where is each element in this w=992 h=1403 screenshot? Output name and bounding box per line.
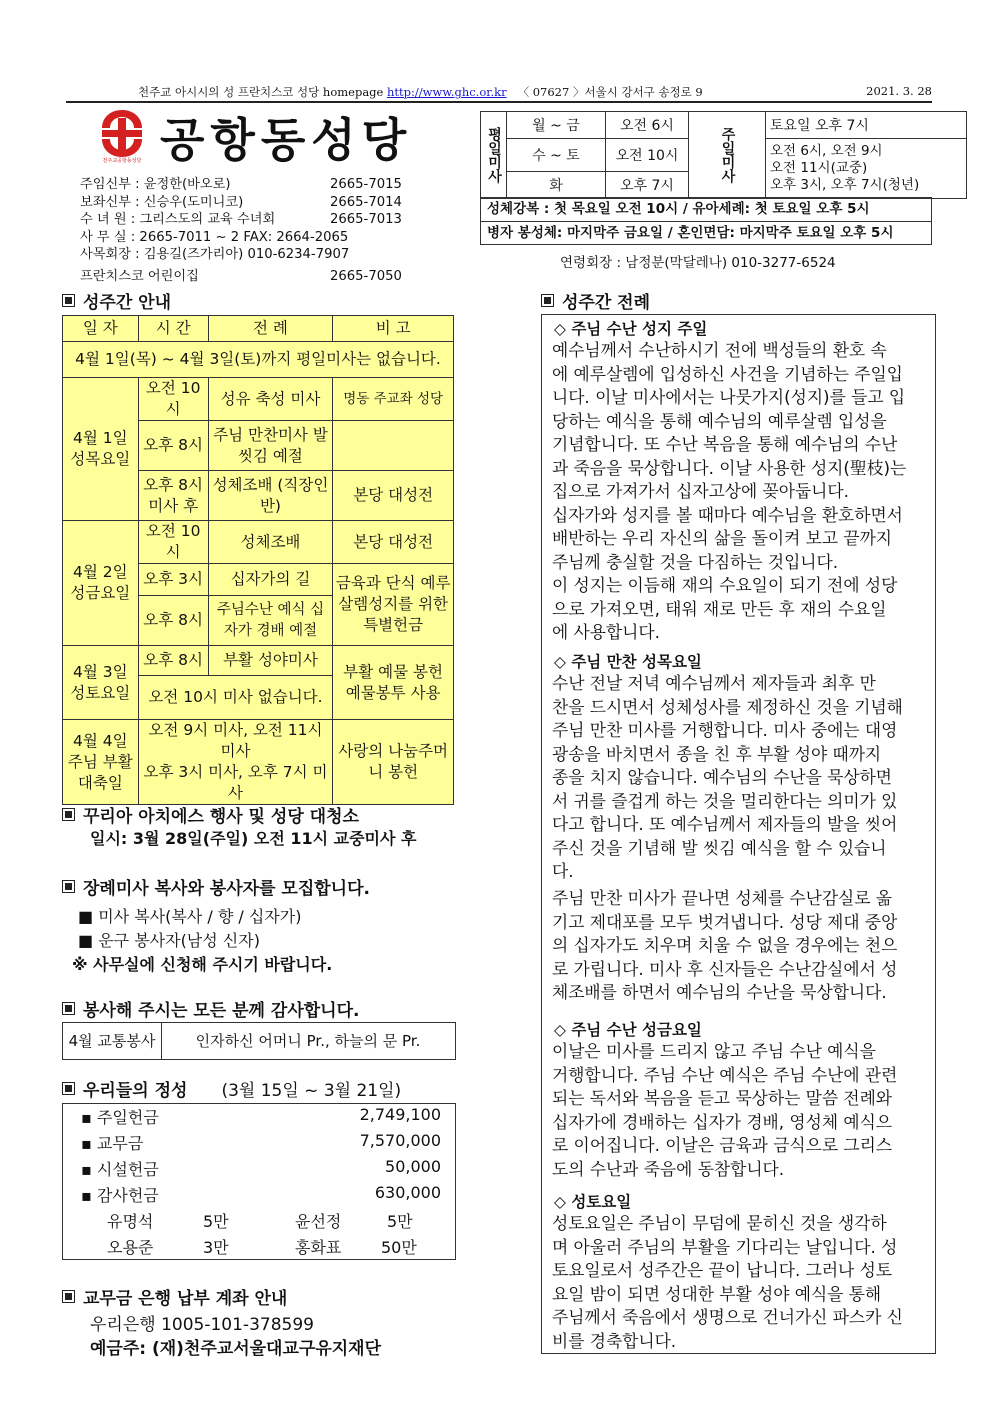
- section-text: [552, 1212, 928, 1353]
- mass-schedule-table: [480, 111, 967, 199]
- section-heading: ◇ 주님 수난 성지 주일: [554, 320, 708, 338]
- bank-account: 우리은행 1005-101-378599: [90, 1315, 314, 1335]
- donor-row: 오용준 3만 홍화표 50만: [107, 1238, 417, 1257]
- bank-holder: 예금주: (재)천주교서울대교구유지재단: [90, 1339, 382, 1359]
- volunteer-value: 인자하신 어머니 Pr., 하늘의 문 Pr.: [195, 1032, 421, 1050]
- text-line: 주님 만찬 미사를 거행합니다. 미사 중에는 대영: [552, 720, 898, 740]
- week-guide-heading: 성주간 안내: [62, 288, 171, 313]
- text-line: 십자가와 성지를 볼 때마다 예수님을 환호하면서: [552, 504, 903, 525]
- text-line: 종을 치지 않습니다. 예수님의 수난을 묵상하면: [552, 767, 893, 787]
- note-cell: 사랑의 나눔주머니 봉헌: [333, 720, 454, 805]
- bullet-square-icon: [62, 808, 75, 821]
- bullet-square-icon: [62, 1290, 75, 1303]
- mass-day: 화: [507, 172, 606, 199]
- offerings-heading: 우리들의 정성 (3월 15일 ~ 3월 21일): [62, 1076, 401, 1101]
- text-line: 되는 독서와 복음을 듣고 묵상하는 말씀 전례와: [552, 1088, 893, 1108]
- text-line: 집으로 가져가서 십자고상에 꽂아둡니다.: [552, 481, 849, 501]
- header-info: [138, 84, 703, 100]
- bullet-square-icon: [62, 294, 75, 307]
- text-line: 로 이어집니다. 이날은 금육과 금식으로 그리스: [552, 1135, 893, 1155]
- mass-time: 오후 7시: [606, 172, 689, 199]
- offerings-box: [62, 1103, 456, 1260]
- note-cell: 본당 대성전: [333, 521, 454, 564]
- column-header: 일 자: [63, 316, 139, 342]
- note-line: 병자 봉성체: 마지막주 금요일 / 혼인면담: 마지막주 토요일 오후 5시: [481, 221, 931, 245]
- text-line: 광송을 바치면서 종을 친 후 부활 성야 때까지: [552, 743, 882, 764]
- notice1-heading: 꾸리아 아치에스 행사 및 성당 대청소: [62, 802, 359, 827]
- weekday-mass-label: 평일미사: [481, 112, 507, 199]
- notice2-heading: 장례미사 복사와 봉사자를 모집합니다.: [62, 874, 370, 899]
- text-line: 거행합니다. 주님 수난 예식은 주님 수난에 관련: [552, 1064, 898, 1085]
- bullet-square-icon: [541, 294, 554, 307]
- offering-row: ▪ 교무금 7,570,000: [81, 1131, 441, 1153]
- rite-cell: 주님수난 예식 십자가 경배 예절: [208, 596, 333, 646]
- notice1-detail: 일시: 3월 28일(주일) 오전 11시 교중미사 후: [90, 829, 417, 848]
- time-cell: 오전 9시 미사, 오전 11시 미사 오후 3시 미사, 오후 7시 미사: [138, 720, 333, 805]
- address: 〈 07627 〉서울시 강서구 송정로 9: [517, 85, 703, 99]
- day-cell: 4월 3일 성토요일: [63, 646, 139, 720]
- contact-row: 사 무 실 : 2665-7011 ~ 2 FAX: 2664-2065: [80, 229, 349, 245]
- column-header: 비 고: [333, 316, 454, 342]
- time-cell: 오후 8시 미사 후: [138, 471, 208, 521]
- text-line: 주님 만찬 미사가 끝나면 성체를 수난감실로 옮: [552, 888, 893, 908]
- text-line: 찬을 드시면서 성체성사를 제정하신 것을 기념해: [552, 696, 903, 717]
- text-line: 토요일로서 성주간은 끝이 납니다. 그러나 성토: [552, 1260, 893, 1280]
- logo-caption: 천주교공항동성당: [102, 158, 142, 163]
- time-cell: 오후 3시: [138, 564, 208, 596]
- offering-row: ▪ 시설헌금 50,000: [81, 1157, 441, 1179]
- note-cell: 본당 대성전: [333, 471, 454, 521]
- rite-cell: 성유 축성 미사: [208, 378, 333, 421]
- association-contact: 연령회장 : 남정분(막달레나) 010-3277-6524: [560, 255, 836, 271]
- text-line: 당하는 예식을 통해 예수님의 예루살렘 입성을: [552, 410, 887, 431]
- text-line: 다.: [552, 861, 574, 881]
- note-line: 성체강복 : 첫 목요일 오전 10시 / 유아세례: 첫 토요일 오후 5시: [487, 201, 870, 217]
- time-cell: 오후 8시: [138, 646, 208, 676]
- contact-row: 프란치스코 어린이집 2665-7050: [80, 268, 402, 284]
- offering-row: ▪ 감사헌금 630,000: [81, 1183, 441, 1205]
- contact-list: [80, 176, 410, 286]
- text-line: 과 죽음을 묵상합니다. 이날 사용한 성지(聖枝)는: [552, 457, 907, 478]
- church-logo-icon: [98, 108, 146, 163]
- contact-row: 보좌신부 : 신승우(도미니코) 2665-7014: [80, 194, 402, 210]
- time-cell: 오후 8시: [138, 596, 208, 646]
- time-cell: 오후 8시: [138, 421, 208, 471]
- notice-cell: 오전 10시 미사 없습니다.: [138, 676, 333, 720]
- mass-time: 오전 6시: [606, 112, 689, 139]
- day-cell: 4월 4일 주님 부활 대축일: [63, 720, 139, 805]
- sunday-mass-time: 토요일 오후 7시: [766, 112, 967, 139]
- text-line: 다고 합니다. 또 예수님께서 제자들의 발을 씻어: [552, 814, 898, 834]
- contact-row: 주임신부 : 윤정한(바오로) 2665-7015: [80, 177, 402, 192]
- text-line: 의 십자가도 치우며 치울 수 없을 경우에는 천으: [552, 935, 898, 955]
- offering-row: ▪ 주일헌금 2,749,100: [81, 1105, 441, 1127]
- text-line: 도의 수난과 죽음에 동참합니다.: [552, 1158, 785, 1179]
- text-line: 에 예루살렘에 입성하신 사건을 기념하는 주일입: [552, 363, 903, 384]
- section-text: [552, 1040, 928, 1181]
- rite-cell: 주님 만찬미사 발 씻김 예절: [208, 421, 333, 471]
- text-line: 기념합니다. 또 수난 복음을 통해 예수님의 수난: [552, 434, 898, 454]
- text-line: 예수님께서 수난하시기 전에 백성들의 환호 속: [552, 340, 887, 360]
- rite-cell: 성체조배: [208, 521, 333, 564]
- contact-row: 사목회장 : 김용길(즈가리아) 010-6234-7907: [80, 247, 350, 263]
- church-name: 공항동성당: [160, 113, 413, 167]
- section-heading: ◇ 주님 만찬 성목요일: [554, 653, 702, 671]
- note-cell: [333, 421, 454, 471]
- text-line: 배반하는 우리 자신의 삶을 돌이켜 보고 끝까지: [552, 528, 893, 548]
- text-line: 요일 밤이 되면 성대한 부활 성야 예식을 통해: [552, 1283, 882, 1304]
- holy-week-table: [62, 315, 454, 805]
- notice2-note: ※ 사무실에 신청해 주시기 바랍니다.: [72, 955, 333, 974]
- mass-time: 오전 10시: [606, 139, 689, 172]
- section-text: [552, 672, 928, 884]
- text-line: 니다. 이날 미사에서는 나뭇가지(성지)를 들고 입: [552, 387, 906, 407]
- column-header: 전 례: [208, 316, 333, 342]
- section-heading: ◇ 성토요일: [554, 1193, 632, 1211]
- sunday-mass-times: 오전 6시, 오전 9시 오전 11시(교중) 오후 3시, 오후 7시(청년): [766, 139, 967, 199]
- text-line: 십자가에 경배하는 십자가 경배, 영성체 예식으: [552, 1111, 893, 1132]
- text-line: 에 사용합니다.: [552, 622, 660, 642]
- header-text: 천주교 아시시의 성 프란치스코 성당 homepage: [138, 85, 384, 99]
- text-line: 주신 것을 기념해 발 씻김 예식을 할 수 있습니: [552, 837, 887, 858]
- bullet-square-icon: [62, 1002, 75, 1015]
- day-cell: 4월 1일 성목요일: [63, 378, 139, 521]
- rite-cell: 성체조배 (직장인반): [208, 471, 333, 521]
- text-line: 주님께서 죽음에서 생명으로 건너가신 파스카 신: [552, 1307, 903, 1327]
- header-bar: [66, 84, 932, 100]
- bullet-square-icon: [62, 1082, 75, 1095]
- mass-day: 수 ~ 토: [507, 139, 606, 172]
- note-cell: 부활 예물 봉헌 예물봉투 사용: [333, 646, 454, 720]
- volunteer-label: 4월 교통봉사: [63, 1023, 162, 1059]
- day-cell: 4월 2일 성금요일: [63, 521, 139, 646]
- note-cell: 명동 주교좌 성당: [333, 378, 454, 421]
- bullet-square-icon: [62, 880, 75, 893]
- section-heading: ◇ 주님 수난 성금요일: [554, 1021, 702, 1039]
- volunteer-table: [62, 1022, 456, 1060]
- contact-row: 수 녀 원 : 그리스도의 교육 수녀회 2665-7013: [80, 212, 402, 228]
- section-text: [552, 887, 928, 1005]
- notice2-item: ■ 운구 봉사자(남성 신자): [78, 931, 260, 950]
- text-line: 성토요일은 주님이 무덤에 묻히신 것을 생각하: [552, 1213, 887, 1233]
- text-line: 비를 경축합니다.: [552, 1330, 677, 1351]
- text-line: 이 성지는 이듬해 재의 수요일이 되기 전에 성당: [552, 575, 898, 595]
- text-line: 주님께 충실할 것을 다짐하는 것입니다.: [552, 551, 839, 572]
- issue-date: 2021. 3. 28: [866, 84, 932, 98]
- rite-cell: 십자가의 길: [208, 564, 333, 596]
- homepage-link[interactable]: http://www.ghc.or.kr: [387, 85, 507, 99]
- time-cell: 오전 10시: [138, 521, 208, 564]
- text-line: 으로 가져오면, 태워 재로 만든 후 재의 수요일: [552, 598, 887, 619]
- text-line: 체조배를 하면서 예수님의 수난을 묵상합니다.: [552, 982, 887, 1002]
- header-rule: [66, 101, 932, 103]
- thanks-heading: 봉사해 주시는 모든 분께 감사합니다.: [62, 996, 359, 1021]
- liturgy-heading: 성주간 전례: [541, 288, 650, 313]
- text-line: 서 귀를 즐겁게 하는 것을 멀리한다는 의미가 있: [552, 790, 898, 811]
- mass-day: 월 ~ 금: [507, 112, 606, 139]
- bank-heading: 교무금 은행 납부 계좌 안내: [62, 1284, 287, 1309]
- text-line: 기고 제대포를 모두 벗겨냅니다. 성당 제대 중앙: [552, 911, 898, 932]
- liturgy-box: [541, 314, 936, 1354]
- sacrament-notes: [480, 197, 932, 245]
- sunday-mass-label: 주일미사: [689, 112, 766, 199]
- notice2-item: ■ 미사 복사(복사 / 향 / 십자가): [78, 907, 302, 926]
- column-header: 시 간: [138, 316, 208, 342]
- text-line: 이날은 미사를 드리지 않고 주님 수난 예식을: [552, 1041, 876, 1061]
- text-line: 로 가립니다. 미사 후 신자들은 수난감실에서 성: [552, 958, 898, 979]
- offerings-period: (3월 15일 ~ 3월 21일): [221, 1081, 402, 1101]
- text-line: 수난 전날 저녁 예수님께서 제자들과 최후 만: [552, 673, 876, 693]
- donor-row: 유명석 5만 윤선정 5만: [107, 1212, 413, 1231]
- rite-cell: 부활 성야미사: [208, 646, 333, 676]
- time-cell: 오전 10시: [138, 378, 208, 421]
- note-cell: 금육과 단식 예루살렘성지를 위한 특별헌금: [333, 564, 454, 646]
- section-text: [552, 339, 928, 645]
- notice-row: 4월 1일(목) ~ 4월 3일(토)까지 평일미사는 없습니다.: [63, 342, 454, 378]
- text-line: 며 아울러 주님의 부활을 기다리는 날입니다. 성: [552, 1236, 898, 1257]
